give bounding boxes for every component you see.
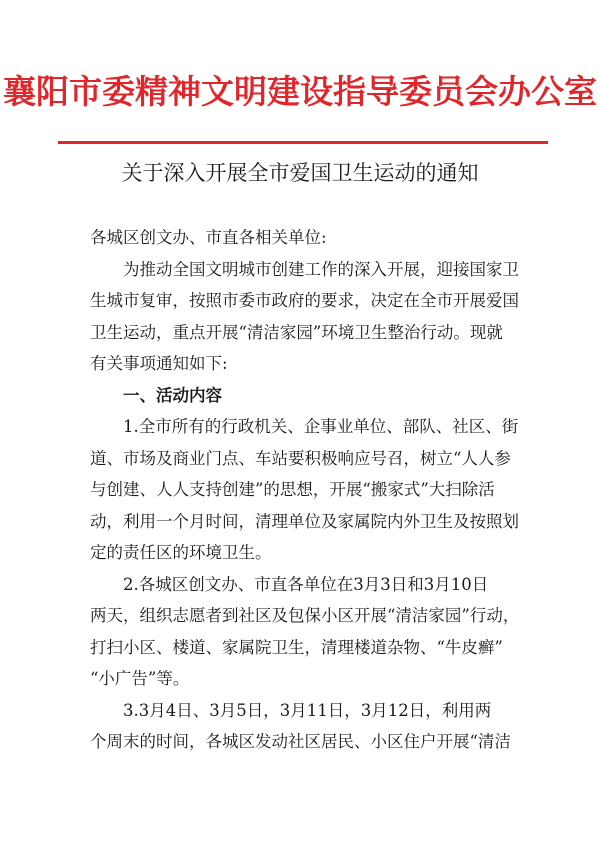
item-2-line: “小广告”等。 (90, 669, 190, 688)
section-heading: 一、活动内容 (123, 385, 222, 405)
item-1-line: 动，利用一个月时间，清理单位及家属院内外卫生及按照划 (90, 511, 519, 531)
org-header-title: 襄阳市委精神文明建设指导委员会办公室 (3, 72, 597, 111)
item-2-line: 打扫小区、楼道、家属院卫生，清理楼道杂物、“牛皮癣” (90, 637, 503, 657)
header-red-rule (58, 141, 548, 144)
item-3-line: 3.3月4日、3月5日，3月11日，3月12日，利用两 (123, 700, 492, 720)
item-1-line: 1.全市所有的行政机关、企事业单位、部队、社区、街 (123, 417, 519, 436)
notice-body (90, 222, 530, 758)
intro-line: 为推动全国文明城市创建工作的深入开展，迎接国家卫 (123, 259, 519, 279)
salutation: 各城区创文办、市直各相关单位: (90, 228, 327, 247)
item-3-line: 个周末的时间，各城区发动社区居民、小区住户开展“清洁 (90, 732, 511, 751)
intro-line: 有关事项通知如下: (90, 354, 228, 373)
intro-line: 生城市复审，按照市委市政府的要求，决定在全市开展爱国 (90, 291, 519, 310)
notice-title: 关于深入开展全市爱国卫生运动的通知 (121, 161, 479, 185)
item-1-line: 定的责任区的环境卫生。 (90, 543, 272, 562)
item-2-line: 2.各城区创文办、市直各单位在3月3日和3月10日 (123, 574, 489, 594)
intro-line: 卫生运动，重点开展“清洁家园”环境卫生整治行动。现就 (90, 322, 503, 342)
item-1-line: 道、市场及商业门点、车站要积极响应号召，树立“人人参 (90, 448, 511, 468)
item-2-line: 两天，组织志愿者到社区及包保小区开展“清洁家园”行动， (90, 606, 520, 625)
item-1-line: 与创建、人人支持创建”的思想，开展“搬家式”大扫除活 (90, 480, 495, 499)
